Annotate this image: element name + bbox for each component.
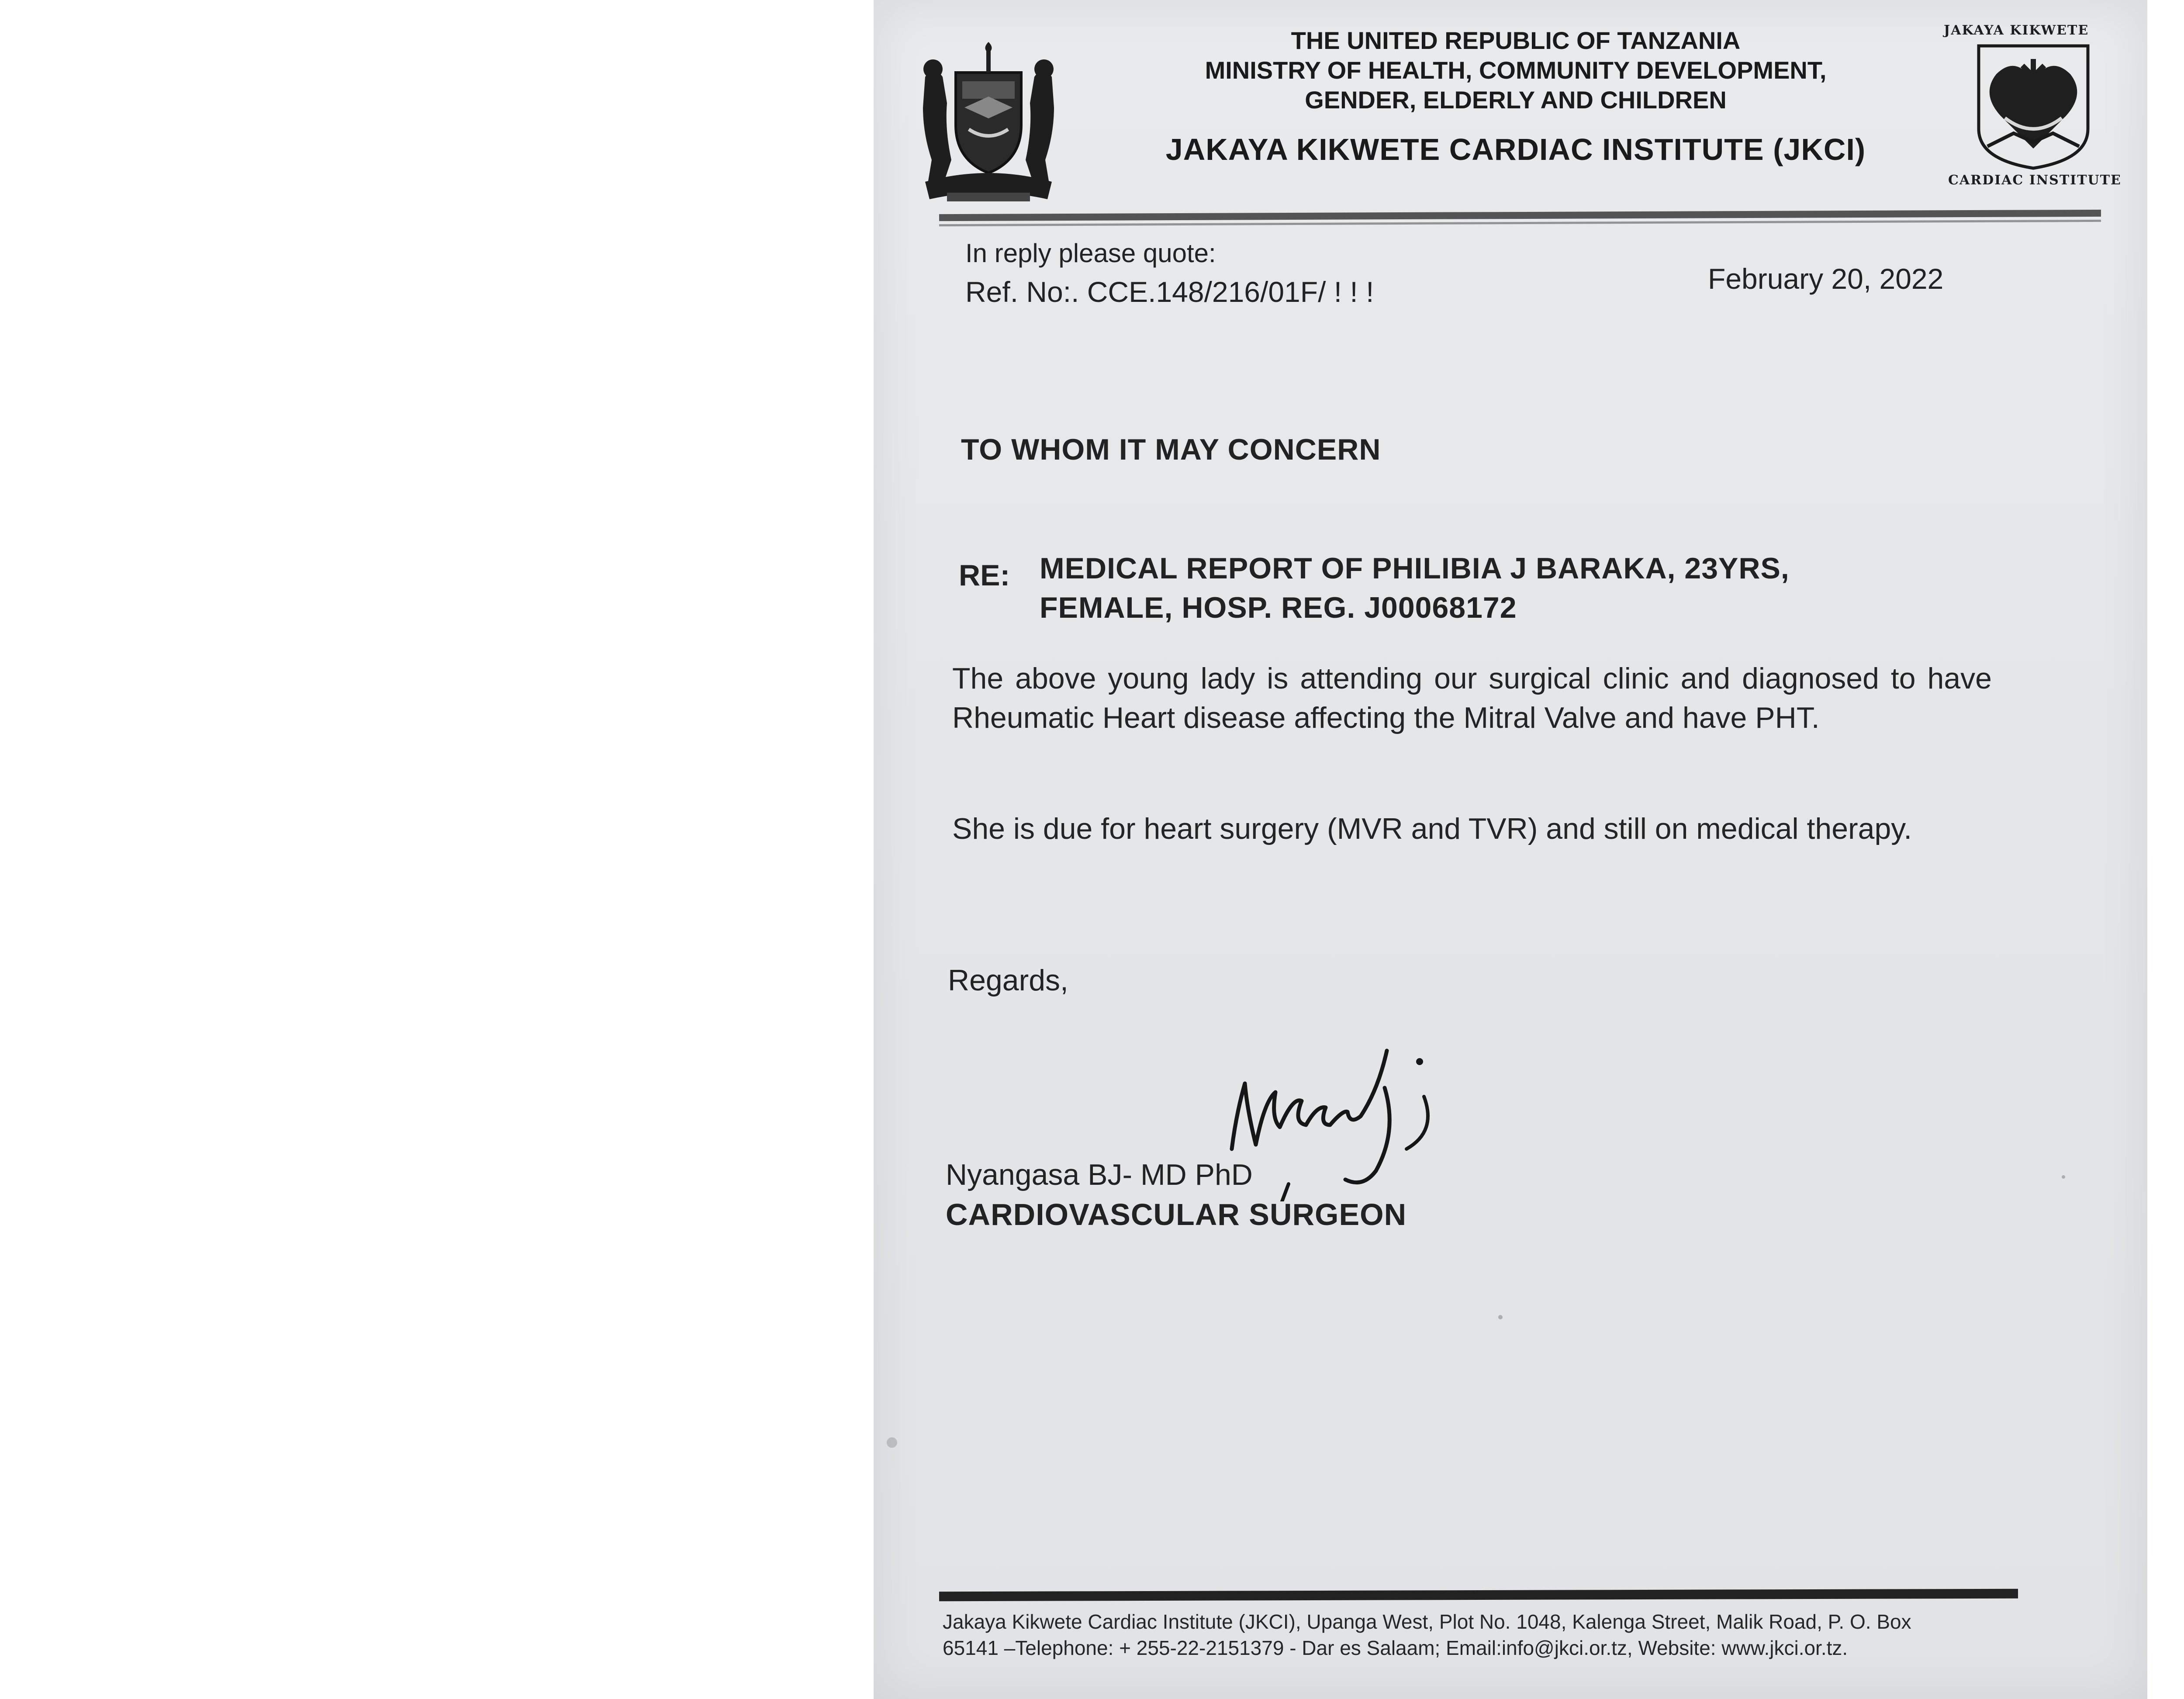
- header-ministry-cont: GENDER, ELDERLY AND CHILDREN: [1305, 86, 1727, 114]
- signer-name: Nyangasa BJ- MD PhD: [946, 1158, 1253, 1191]
- closing: Regards,: [948, 964, 1068, 997]
- body-paragraph-2: She is due for heart surgery (MVR and TVR) and still on medical therapy.: [952, 812, 1912, 845]
- subject-label: RE:: [959, 559, 1010, 592]
- salutation: TO WHOM IT MAY CONCERN: [961, 433, 1381, 466]
- scan-speck: [887, 1437, 897, 1448]
- header-institute: JAKAYA KIKWETE CARDIAC INSTITUTE (JKCI): [1165, 132, 1866, 166]
- subject-line-1: MEDICAL REPORT OF PHILIBIA J BARAKA, 23YRS,: [1040, 552, 1790, 585]
- header-republic: THE UNITED REPUBLIC OF TANZANIA: [1291, 27, 1741, 54]
- jkci-heart-emblem-logo: [1970, 42, 2097, 173]
- letter-sheet: [874, 0, 2147, 1699]
- reference-number: Ref. No:. CCE.148/216/01F/ ! ! !: [965, 276, 1374, 308]
- letter-date: February 20, 2022: [1708, 263, 1944, 295]
- body-paragraph-1: The above young lady is attending our surgical clinic and diagnosed to have Rheumatic Heart disease affecting the Mitral Valve and have PHT.: [952, 662, 1992, 734]
- scan-speck: [2062, 1175, 2065, 1179]
- jkci-logo-caption-bottom: CARDIAC INSTITUTE: [1948, 173, 2122, 188]
- header-ministry: MINISTRY OF HEALTH, COMMUNITY DEVELOPMENT,: [1205, 56, 1827, 84]
- header-divider-thin: [939, 220, 2101, 226]
- footer-contact: 65141 –Telephone: + 255-22-2151379 - Dar es Salaam; Email:info@jkci.or.tz, Website: www.jkci.or.tz.: [943, 1637, 1848, 1659]
- reply-quote-label: In reply please quote:: [965, 239, 1216, 268]
- jkci-logo-caption-top: JAKAYA KIKWETE: [1944, 23, 2089, 38]
- scan-speck: [1498, 1315, 1503, 1319]
- header-divider: [939, 210, 2101, 221]
- signer-title: CARDIOVASCULAR SURGEON: [946, 1197, 1407, 1232]
- coat-of-arms-logo: [908, 42, 1069, 208]
- footer-address: Jakaya Kikwete Cardiac Institute (JKCI), Upanga West, Plot No. 1048, Kalenga Street, Malik Road, P. O. Box: [943, 1610, 1911, 1633]
- subject-line-2: FEMALE, HOSP. REG. J00068172: [1040, 591, 1517, 624]
- footer-divider: [939, 1589, 2018, 1601]
